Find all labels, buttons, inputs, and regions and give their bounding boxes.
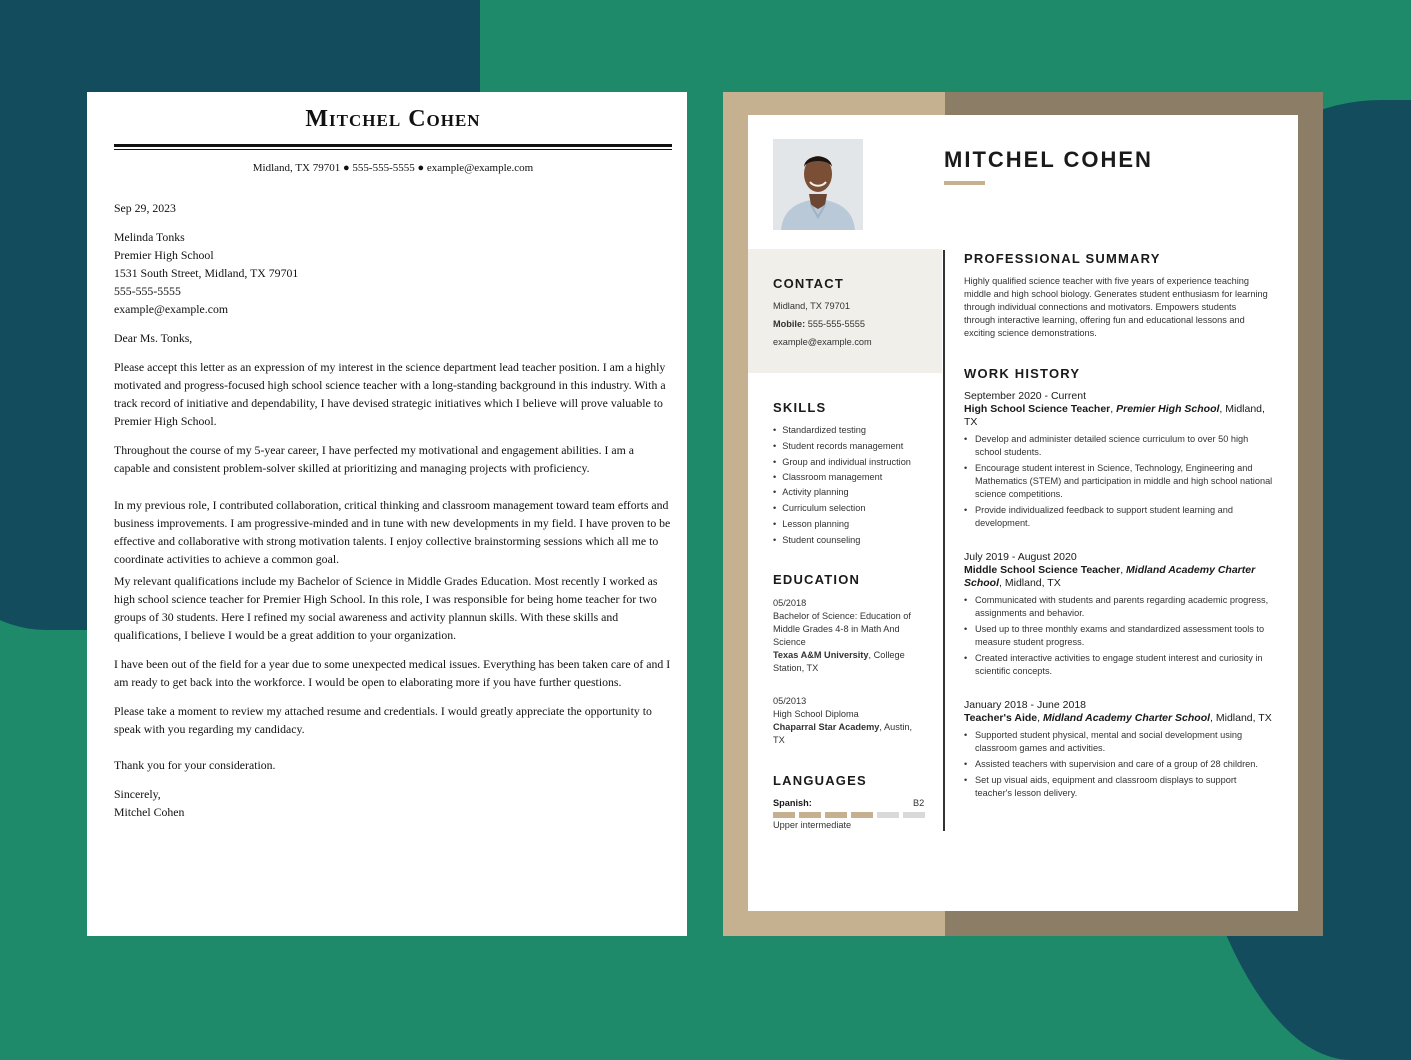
- summary-heading: PROFESSIONAL SUMMARY: [964, 251, 1161, 266]
- letter-paragraph: I have been out of the field for a year due to some unexpected medical issues. Everything has been taken care of and I am ready to get back into the workforce. I would be open to elaborating more if you have further questions.: [114, 657, 671, 689]
- letter-sign-off: Sincerely,: [114, 787, 161, 801]
- contact-email: example@example.com: [773, 337, 872, 347]
- skills-heading: SKILLS: [773, 400, 827, 415]
- job-title-line: High School Science Teacher, Premier High School, Midland, TX: [964, 403, 1265, 428]
- job-bullets: [964, 594, 1274, 678]
- education-entry: [773, 695, 923, 747]
- job-employer: Midland Academy Charter School: [1042, 712, 1211, 724]
- job-dates: July 2019 - August 2020: [964, 551, 1077, 563]
- letter-recipient-block: [114, 228, 672, 318]
- recipient-address: 1531 South Street, Midland, TX 79701: [114, 266, 299, 280]
- contact-mobile: [773, 318, 865, 331]
- job-bullet: • Encourage student interest in Science, Technology, Engineering and Mathematics (STEM) and participation in middle and high school national science competitions.: [964, 462, 1274, 501]
- letter-contact-line: Midland, TX 79701 ● 555-555-5555 ● example@example.com: [252, 162, 534, 174]
- job-role: High School Science Teacher: [964, 403, 1111, 415]
- letter-paragraph: In my previous role, I contributed collaboration, critical thinking and classroom management toward team efforts and business improvements. I am progressive-minded and in tune with new developments in my field. I have proven to be effective and collaborative with strong motivation talents. I enjoy collective brainstorming sessions which all me to coordinate activities to achieve a common goal.: [114, 498, 671, 566]
- job-bullet: • Created interactive activities to engage student interest and curiosity in scientific concepts.: [964, 652, 1274, 678]
- job-bullets: [964, 433, 1274, 530]
- letter-paragraph: Please take a moment to review my attached resume and credentials. I would greatly appreciate the opportunity to speak with you regarding my candidacy.: [114, 704, 652, 736]
- language-level-code: B2: [913, 798, 925, 808]
- education-school: Texas A&M University: [773, 650, 869, 660]
- recipient-organization: Premier High School: [114, 248, 214, 262]
- mobile-label: Mobile:: [773, 319, 806, 329]
- job-bullet: • Provide individualized feedback to support student learning and development.: [964, 504, 1274, 530]
- job-role: Teacher's Aide: [964, 712, 1038, 724]
- job-role: Middle School Science Teacher: [964, 564, 1121, 576]
- profile-photo: [773, 139, 863, 230]
- skill-item: • Standardized testing: [773, 422, 938, 438]
- job-location: Midland, TX: [964, 403, 1265, 428]
- job-bullet: • Set up visual aids, equipment and classroom displays to support teacher's lesson delivery.: [964, 774, 1274, 800]
- recipient-phone: 555-555-5555: [114, 284, 181, 298]
- letter-date: Sep 29, 2023: [114, 201, 176, 215]
- contact-location: Midland, TX 79701: [773, 301, 850, 311]
- education-school: Chaparral Star Academy: [773, 722, 880, 732]
- education-heading: EDUCATION: [773, 572, 861, 587]
- job-employer: Premier High School: [1116, 403, 1220, 415]
- language-bar-segment: [877, 812, 899, 818]
- job-bullet: • Assisted teachers with supervision and care of a group of 28 children.: [964, 758, 1274, 771]
- resume-name: MITCHEL COHEN: [944, 147, 1153, 172]
- recipient-name: Melinda Tonks: [114, 230, 185, 244]
- education-date: 05/2018: [773, 598, 807, 608]
- job-dates: January 2018 - June 2018: [964, 699, 1087, 711]
- education-school-line: [773, 721, 923, 747]
- letter-signature: Mitchel Cohen: [114, 805, 185, 819]
- letter-header-rule: [114, 144, 672, 150]
- letter-paragraph: Please accept this letter as an expression of my interest in the science department lead teacher position. I am a highly motivated and progress-focused high school science teacher with a long-standing background in this industry. With a track record of initiative and dependability, I have devised strategic initiatives which I believe will prove valuable to Premier High School.: [114, 360, 666, 428]
- job-bullet: • Supported student physical, mental and social development using classroom games and activities.: [964, 729, 1274, 755]
- recipient-email: example@example.com: [114, 302, 229, 316]
- contact-heading: CONTACT: [773, 276, 844, 291]
- letter-paragraph: Throughout the course of my 5-year career, I have perfected my motivational and engagement abilities. I am a capable and consistent problem-solver skilled at prioritizing and managing projects with proficiency.: [114, 443, 635, 475]
- job-bullet: • Develop and administer detailed science curriculum to over 50 high school students.: [964, 433, 1274, 459]
- person-avatar-icon: [773, 139, 863, 230]
- job-entry: [964, 551, 1274, 681]
- skill-item: • Activity planning: [773, 484, 938, 500]
- column-divider: [943, 250, 945, 831]
- education-degree: Bachelor of Science: Education of Middle Grades 4-8 in Math And Science: [773, 611, 911, 647]
- job-bullet: • Communicated with students and parents regarding academic progress, assignments and behavior.: [964, 594, 1274, 620]
- skill-item: • Curriculum selection: [773, 500, 938, 516]
- mobile-number: 555-555-5555: [807, 319, 865, 329]
- skill-item: • Group and individual instruction: [773, 454, 938, 470]
- letter-paragraph: My relevant qualifications include my Bachelor of Science in Middle Grades Education. Most recently I worked as high school science teacher for Premier High School. In this role, I was responsible for being home teacher for two groups of 30 students. Here I refined my social awareness and activity plannun skills. With these skills and qualifications, I believe I would be a great addition to your organization.: [114, 574, 658, 642]
- education-entry: [773, 597, 923, 675]
- letter-salutation: Dear Ms. Tonks,: [114, 331, 193, 345]
- language-name: Spanish:: [773, 798, 812, 808]
- resume-page: [748, 115, 1298, 911]
- job-title-line: Middle School Science Teacher, Midland Academy Charter School, Midland, TX: [964, 564, 1256, 589]
- education-school-line: [773, 649, 923, 675]
- education-date: 05/2013: [773, 696, 807, 706]
- letter-name: Mitchel Cohen: [305, 106, 481, 132]
- job-bullets: [964, 729, 1274, 800]
- language-bar-segment: [903, 812, 925, 818]
- skill-item: • Lesson planning: [773, 516, 938, 532]
- language-level-text: Upper intermediate: [773, 820, 852, 830]
- skills-list: [773, 422, 938, 548]
- resume-name-accent-bar: [944, 181, 985, 185]
- languages-heading: LANGUAGES: [773, 773, 867, 788]
- education-degree: High School Diploma: [773, 709, 859, 719]
- job-entry: [964, 390, 1274, 533]
- summary-text: Highly qualified science teacher with five years of experience teaching middle and high school biology. Generates student enthusiasm for learning through individual connections and motivators. Empowers students through interactive learning, offering fun and educational lessons and exciting science demonstrations.: [964, 276, 1268, 338]
- job-location: Midland, TX: [1004, 577, 1061, 589]
- job-bullet: • Used up to three monthly exams and standardized assessment tools to measure student progress.: [964, 623, 1274, 649]
- language-bar-segment: [851, 812, 873, 818]
- language-bar-segment: [799, 812, 821, 818]
- job-dates: September 2020 - Current: [964, 390, 1086, 402]
- skill-item: • Classroom management: [773, 470, 938, 484]
- letter-closing-thanks: Thank you for your consideration.: [114, 758, 276, 772]
- skill-item: • Student records management: [773, 438, 938, 454]
- skill-item: • Student counseling: [773, 532, 938, 548]
- job-employer: Midland Academy Charter School: [964, 564, 1256, 589]
- work-history-heading: WORK HISTORY: [964, 366, 1081, 381]
- cover-letter-page: [87, 92, 687, 936]
- education-location: , Austin, TX: [773, 722, 913, 745]
- job-title-line: Teacher's Aide, Midland Academy Charter School, Midland, TX: [964, 712, 1272, 724]
- education-location: , College Station, TX: [773, 650, 905, 673]
- language-bar-segment: [825, 812, 847, 818]
- job-entry: [964, 699, 1274, 803]
- language-bar-segment: [773, 812, 795, 818]
- job-location: Midland, TX: [1215, 712, 1272, 724]
